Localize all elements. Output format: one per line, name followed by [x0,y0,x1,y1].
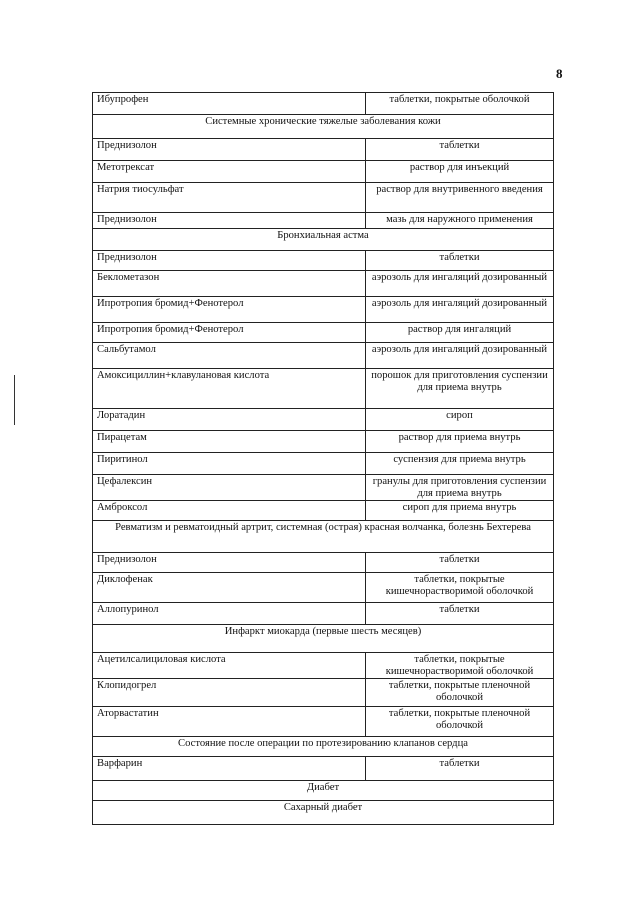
table-row [93,251,554,271]
section-row [93,801,554,825]
drug-name-cell: Преднизолон [93,553,366,573]
section-row [93,521,554,553]
table-row [93,453,554,475]
dosage-form-cell: раствор для внутривенного введения [366,183,554,213]
drug-name-cell: Аллопуринол [93,603,366,625]
dosage-form-cell: раствор для инъекций [366,161,554,183]
section-heading: Состояние после операции по протезированию клапанов сердца [93,737,554,757]
table-row [93,707,554,737]
scan-margin-mark [14,375,15,425]
dosage-form-cell: аэрозоль для ингаляций дозированный [366,297,554,323]
section-heading: Сахарный диабет [93,801,554,825]
dosage-form-cell: мазь для наружного применения [366,213,554,229]
drug-name-cell: Диклофенак [93,573,366,603]
dosage-form-cell: таблетки, покрытые кишечнорастворимой оболочкой [366,573,554,603]
drug-name-cell: Преднизолон [93,139,366,161]
section-row [93,625,554,653]
drug-name-cell: Ипротропия бромид+Фенотерол [93,297,366,323]
dosage-form-cell: таблетки [366,553,554,573]
dosage-form-cell: аэрозоль для ингаляций дозированный [366,271,554,297]
table-row [93,213,554,229]
dosage-form-cell: порошок для приготовления суспензии для приема внутрь [366,369,554,409]
table-row [93,183,554,213]
drug-name-cell: Сальбутамол [93,343,366,369]
drug-name-cell: Ипротропия бромид+Фенотерол [93,323,366,343]
section-heading: Системные хронические тяжелые заболевания кожи [93,115,554,139]
section-row [93,781,554,801]
drug-name-cell: Беклометазон [93,271,366,297]
table-row [93,553,554,573]
table-row [93,271,554,297]
dosage-form-cell: таблетки [366,139,554,161]
section-heading: Инфаркт миокарда (первые шесть месяцев) [93,625,554,653]
table-row [93,757,554,781]
drug-name-cell: Варфарин [93,757,366,781]
dosage-form-cell: раствор для ингаляций [366,323,554,343]
dosage-form-cell: сироп для приема внутрь [366,501,554,521]
dosage-form-cell: аэрозоль для ингаляций дозированный [366,343,554,369]
table-row [93,679,554,707]
drug-name-cell: Пирацетам [93,431,366,453]
drug-name-cell: Лоратадин [93,409,366,431]
dosage-form-cell: гранулы для приготовления суспензии для приема внутрь [366,475,554,501]
table-row [93,93,554,115]
table-row [93,653,554,679]
section-heading: Бронхиальная астма [93,229,554,251]
section-heading: Диабет [93,781,554,801]
dosage-form-cell: таблетки [366,603,554,625]
drug-name-cell: Преднизолон [93,251,366,271]
table-row [93,297,554,323]
section-row [93,737,554,757]
page-number: 8 [556,66,563,81]
drug-name-cell: Преднизолон [93,213,366,229]
dosage-form-cell: сироп [366,409,554,431]
section-row [93,115,554,139]
drug-name-cell: Аторвастатин [93,707,366,737]
table-row [93,139,554,161]
dosage-form-cell: таблетки [366,757,554,781]
dosage-form-cell: таблетки, покрытые пленочной оболочкой [366,679,554,707]
table-row [93,475,554,501]
drug-name-cell: Амброксол [93,501,366,521]
table-row [93,431,554,453]
dosage-form-cell: суспензия для приема внутрь [366,453,554,475]
medication-table [92,92,554,825]
drug-name-cell: Натрия тиосульфат [93,183,366,213]
table-row [93,573,554,603]
drug-name-cell: Пиритинол [93,453,366,475]
table-row [93,369,554,409]
dosage-form-cell: раствор для приема внутрь [366,431,554,453]
table-row [93,501,554,521]
table-row [93,323,554,343]
table-row [93,409,554,431]
table-row [93,161,554,183]
drug-name-cell: Амоксициллин+клавулановая кислота [93,369,366,409]
drug-name-cell: Клопидогрел [93,679,366,707]
dosage-form-cell: таблетки, покрытые пленочной оболочкой [366,707,554,737]
table-row [93,343,554,369]
dosage-form-cell: таблетки [366,251,554,271]
table-row [93,603,554,625]
dosage-form-cell: таблетки, покрытые кишечнорастворимой оболочкой [366,653,554,679]
section-heading: Ревматизм и ревматоидный артрит, системная (острая) красная волчанка, болезнь Бехтерева [93,521,554,553]
drug-name-cell: Метотрексат [93,161,366,183]
drug-name-cell: Ибупрофен [93,93,366,115]
drug-name-cell: Цефалексин [93,475,366,501]
dosage-form-cell: таблетки, покрытые оболочкой [366,93,554,115]
drug-name-cell: Ацетилсалициловая кислота [93,653,366,679]
section-row [93,229,554,251]
